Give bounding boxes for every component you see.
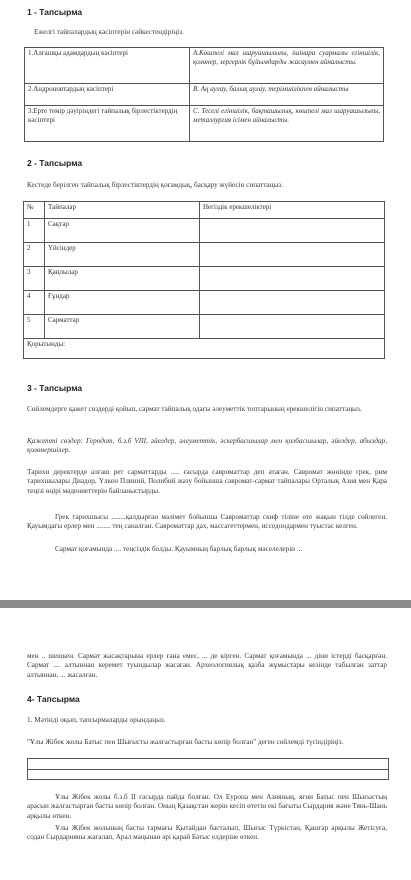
task3-paragraph: Тарихи деректерде алғаш рет сарматтарды ..... ғасырда савроматтар деп атаған. Савромат жөнінде грек, рим тарихшылары Диадор, Үлкен Плиний, Полибий жазу бойынша савромат-сармат тайпалары Орталық Азия мен Қара теңізі өңірі мәдениеттерін байланыстырды. bbox=[27, 468, 387, 495]
table-row bbox=[25, 84, 384, 106]
task3-paragraph: Сармат қоғамында .... теңсіздік болды. Қауымның барлық барлық мәселелерін ... bbox=[55, 545, 303, 553]
task3-continuation: мен .. шешкен. Сармат жасақтарына ерлер ғана емес, ... де кірген. Сармат қоғамында ... діни істерді басқарған. Сармат .... алтыннан керемет туындылар жасаған. Археологиялық қазба жұмыстары кезінде табылған заттар алтыннан, ... жасалған. bbox=[27, 652, 387, 679]
table-cell: 1.Алғашқы адамдардың кәсіптері bbox=[25, 48, 190, 84]
table-row bbox=[24, 291, 385, 315]
task1-instruction: Ежелгі тайпалардың кәсіптерін сәйкестендіріңіз. bbox=[34, 28, 184, 36]
row-number: 5 bbox=[24, 315, 45, 339]
task2-tribes-table bbox=[23, 201, 385, 359]
task1-heading: 1 - Тапсырма bbox=[27, 7, 83, 17]
page-separator bbox=[0, 600, 411, 608]
task3-instruction: Сөйлемдерге қажет сөздерді қойып, сармат тайпалық одағы әлеуметтік топтарының ерекшелігін сипаттаңыз. bbox=[27, 405, 362, 413]
tribe-name: Үйсіндер bbox=[45, 243, 200, 267]
task1-matching-table bbox=[24, 47, 384, 142]
table-cell: 2.Андроновтардың кәсіптері bbox=[25, 84, 190, 106]
column-header: Негіздік ерекшеліктері bbox=[200, 202, 385, 219]
column-header: № bbox=[24, 202, 45, 219]
task3-paragraph: Грек тарихшысы ........қалдырған мәлімет бойынша Савроматтар скиф тіліне өте жақын тілде сөйлеген. Қауымдағы ерлер мен ........ тең саналған. Савроматтар дах, массагеттермен, исседондармен туыстас келген. bbox=[27, 513, 387, 531]
tribe-name: Қаңлылар bbox=[45, 267, 200, 291]
answer-cell[interactable] bbox=[200, 267, 385, 291]
task4-paragraph: Ұлы Жібек жолының басты тармағы Қытайдан басталып, Шығыс Түркістан, Қашғар арқылы Жетісуға, содан Сырдарияны жағалап, Арал маңынан әрі қарай Батыс елдеріне өткен. bbox=[27, 824, 387, 842]
table-row bbox=[25, 106, 384, 142]
column-header: Тайпалар bbox=[45, 202, 200, 219]
task4-paragraph: Ұлы Жібек жолы б.з.б II ғасырда пайда болған. Ол Еуропа мен Азияның, яғни Батыс пен Шығыстың арасын жалғастырған басты көпір болған. Оның Қазақстан жерін кесіп өтетін екі бағыты Сырдария және Тянь-Шань арқылы өткен. bbox=[27, 793, 387, 820]
tribe-name: Сарматтар bbox=[45, 315, 200, 339]
table-cell: 3.Ерте темір дәуіріндегі тайпалық бірлестіктердің кәсіптері bbox=[25, 106, 190, 142]
table-row bbox=[25, 48, 384, 84]
table-cell: А.Көшпелі мал шаруашылығы, ішінара суармалы егіншілік, қолөнер, зергерлік бұйымдарды жасаумен айналысты. bbox=[190, 48, 384, 84]
task3-heading: 3 - Тапсырма bbox=[27, 383, 83, 393]
answer-cell[interactable] bbox=[200, 315, 385, 339]
task4-instruction: 1. Мәтінді оқып, тапсырмаларды орындаңыз. bbox=[27, 716, 166, 724]
task4-heading: 4- Тапсырма bbox=[27, 694, 80, 704]
answer-cell[interactable] bbox=[200, 291, 385, 315]
row-number: 3 bbox=[24, 267, 45, 291]
row-number: 4 bbox=[24, 291, 45, 315]
task4-quote-task: "Ұлы Жібек жолы Батыс пен Шығысты жалғастырған басты көпір болған" деген сөйлемді түсіндіріңіз. bbox=[27, 738, 344, 746]
table-footer-row bbox=[24, 339, 385, 359]
tribe-name: Ғұндар bbox=[45, 291, 200, 315]
table-cell: С. Теселі егіншілік, бақташылық, көшпелі мал шаруашылығы, металлургия ісімен айналысты. bbox=[190, 106, 384, 142]
conclusion-cell[interactable]: Қорытынды: bbox=[24, 339, 385, 359]
tribe-name: Сақтар bbox=[45, 219, 200, 243]
row-number: 2 bbox=[24, 243, 45, 267]
answer-cell[interactable] bbox=[200, 243, 385, 267]
task2-instruction: Кестеде берілген тайпалық бірлестіктердің қоғамдық, басқару жүйесін сипаттаңыз. bbox=[27, 181, 283, 189]
row-number: 1 bbox=[24, 219, 45, 243]
table-header-row bbox=[24, 202, 385, 219]
table-cell: В. Аң аулау, балық аулау, терімшілікпен айналысты bbox=[190, 84, 384, 106]
answer-cell[interactable] bbox=[200, 219, 385, 243]
answer-box[interactable] bbox=[27, 758, 389, 780]
table-row bbox=[24, 315, 385, 339]
task3-keywords: Қажетті сөздер: Геродот, б.з.б VIII, әйелдер, әлеуметтік, әскербасшылар мен қолбасшылар, әйелдер, абыздар, қолөнершілер. bbox=[27, 437, 387, 455]
table-row bbox=[24, 243, 385, 267]
task2-heading: 2 - Тапсырма bbox=[27, 158, 83, 168]
table-row bbox=[24, 219, 385, 243]
table-row bbox=[24, 267, 385, 291]
